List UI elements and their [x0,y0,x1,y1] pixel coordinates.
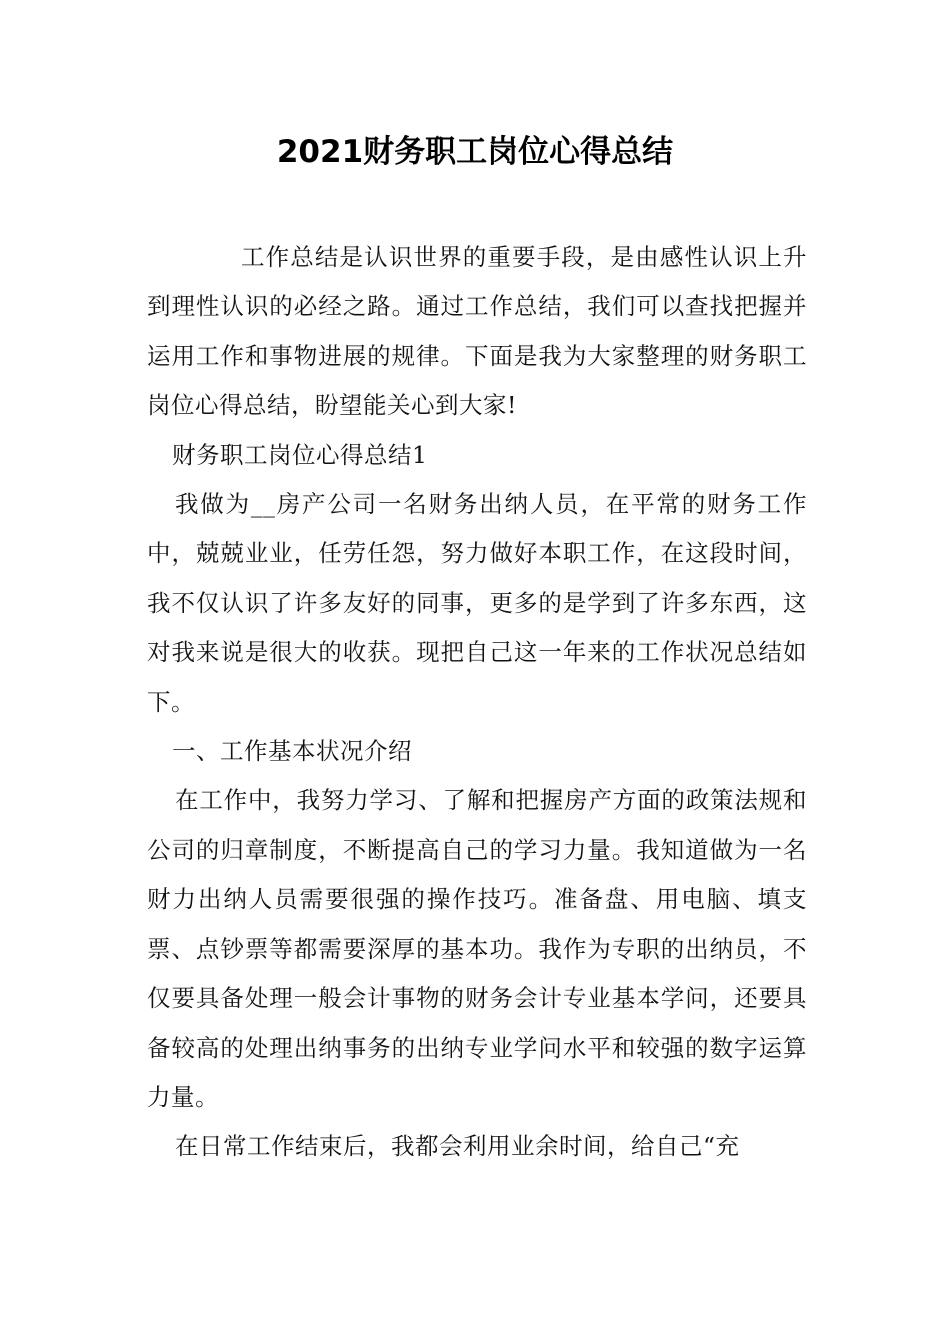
section-heading-1: 财务职工岗位心得总结1 [172,440,428,469]
intro-paragraph: 工作总结是认识世界的重要手段，是由感性认识上升到理性认识的必经之路。通过工作总结，我们可以查找把握并运用工作和事物进展的规律。下面是我为大家整理的财务职工岗位心得总结，盼望能关心到大家! [147,243,807,420]
document-title: 2021财务职工岗位心得总结 [276,134,674,170]
subsection-heading: 一、工作基本状况介绍 [172,737,412,766]
document-body [147,233,807,1172]
body-paragraph: 在日常工作结束后，我都会利用业余时间，给自己“充 [175,1132,740,1161]
body-paragraph: 我做为__房产公司一名财务出纳人员，在平常的财务工作中，兢兢业业，任劳任怨，努力做好本职工作，在这段时间，我不仅认识了许多友好的同事，更多的是学到了许多东西，这对我来说是很大的收获。现把自己这一年来的工作状况总结如下。 [147,490,807,716]
body-paragraph: 在工作中，我努力学习、了解和把握房产方面的政策法规和公司的归章制度，不断提高自己的学习力量。我知道做为一名财力出纳人员需要很强的操作技巧。准备盘、用电脑、填支票、点钞票等都需要深厚的基本功。我作为专职的出纳员，不仅要具备处理一般会计事物的财务会计专业基本学问，还要具备较高的处理出纳事务的出纳专业学问水平和较强的数字运算力量。 [147,786,807,1111]
